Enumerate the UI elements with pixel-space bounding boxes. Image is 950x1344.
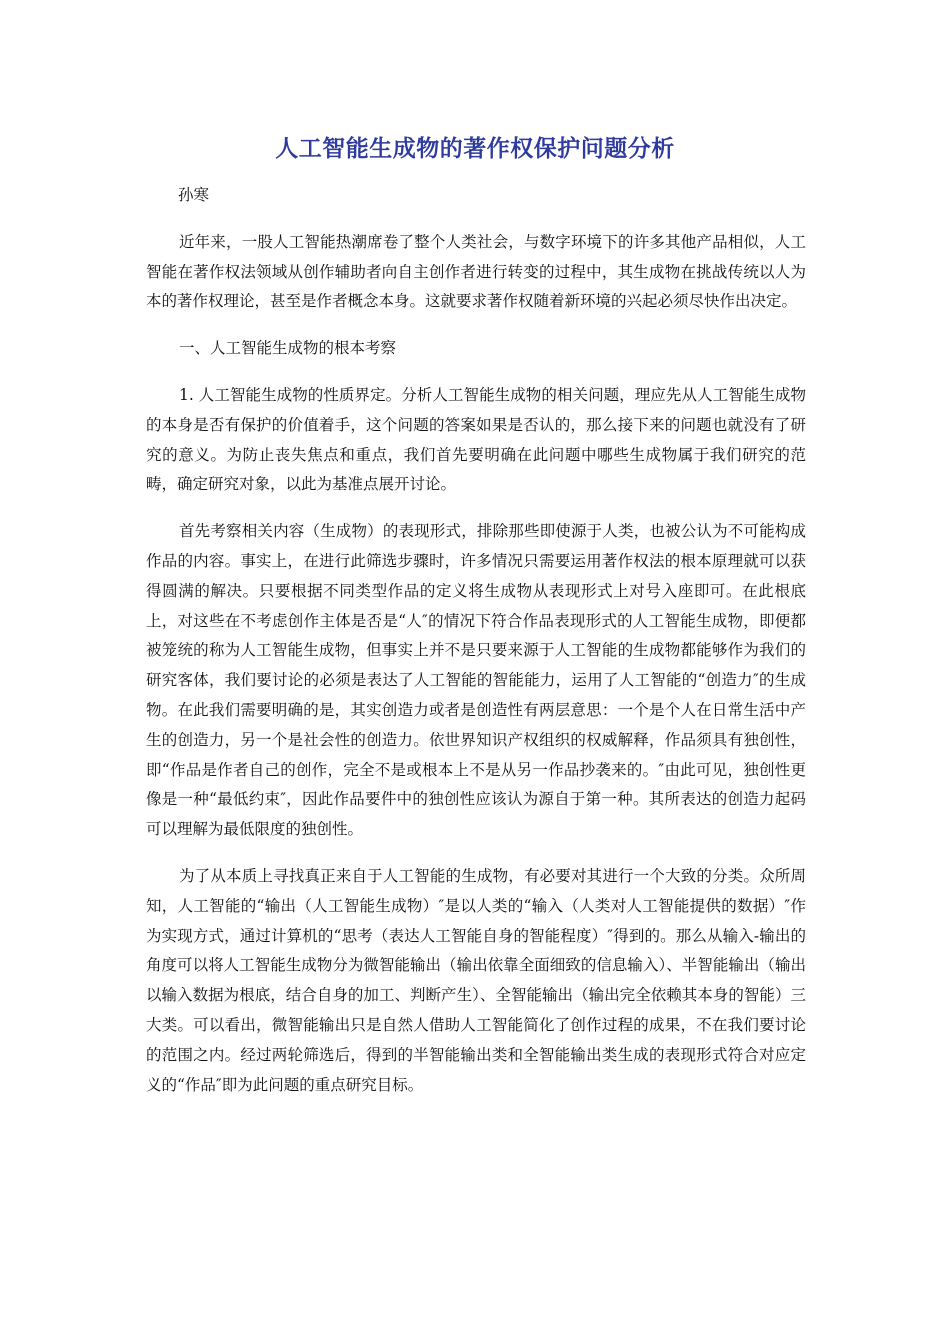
author-name: 孙寒: [178, 186, 210, 204]
document-body: [146, 181, 806, 1117]
section-heading: 一、人工智能生成物的根本考察: [179, 339, 397, 358]
paragraph-classification: 为了从本质上寻找真正来自于人工智能的生成物，有必要对其进行一个大致的分类。众所周知，人工智能的“输出（人工智能生成物）″是以人类的“输入（人类对人工智能提供的数据）″作为实现方式，通过计算机的“思考（表达人工智能自身的智能程度）″得到的。那么从输入-输出的角度可以将人工智能生成物分为微智能输出（输出依靠全面细致的信息输入）、半智能输出（输出以输入数据为根底，结合自身的加工、判断产生）、全智能输出（输出完全依赖其本身的智能）三大类。可以看出，微智能输出只是自然人借助人工智能简化了创作过程的成果，不在我们要讨论的范围之内。经过两轮筛选后，得到的半智能输出类和全智能输出类生成的表现形式符合对应定义的“作品″即为此问题的重点研究目标。: [146, 866, 806, 1094]
paragraph-definition: 1. 人工智能生成物的性质界定。分析人工智能生成物的相关问题，理应先从人工智能生成物的本身是否有保护的价值着手，这个问题的答案如果是否认的，那么接下来的问题也就没有了研究的意义。为防止丧失焦点和重点，我们首先要明确在此问题中哪些生成物属于我们研究的范畴，确定研究对象，以此为基准点展开讨论。: [146, 385, 806, 494]
paragraph-intro: 近年来，一股人工智能热潮席卷了整个人类社会，与数字环境下的许多其他产品相似，人工智能在著作权法领域从创作辅助者向自主创作者进行转变的过程中，其生成物在挑战传统以人为本的著作权理论，甚至是作者概念本身。这就要求著作权随着新环境的兴起必须尽快作出决定。: [146, 232, 806, 311]
document-title: 人工智能生成物的著作权保护问题分析: [275, 136, 675, 162]
paragraph-expression-form: 首先考察相关内容（生成物）的表现形式，排除那些即使源于人类，也被公认为不可能构成作品的内容。事实上，在进行此筛选步骤时，许多情况只需要运用著作权法的根本原理就可以获得圆满的解决。只要根据不同类型作品的定义将生成物从表现形式上对号入座即可。在此根底上，对这些在不考虑创作主体是否是“人″的情况下符合作品表现形式的人工智能生成物，即便都被笼统的称为人工智能生成物，但事实上并不是只要来源于人工智能的生成物都能够作为我们的研究客体，我们要讨论的必须是表达了人工智能的智能能力，运用了人工智能的“创造力″的生成物。在此我们需要明确的是，其实创造力或者是创造性有两层意思：一个是个人在日常生活中产生的创造力，另一个是社会性的创造力。依世界知识产权组织的权威解释，作品须具有独创性，即“作品是作者自己的创作，完全不是或根本上不是从另一作品抄袭来的。″由此可见，独创性更像是一种“最低约束″，因此作品要件中的独创性应该认为源自于第一种。其所表达的创造力起码可以理解为最低限度的独创性。: [146, 522, 806, 839]
